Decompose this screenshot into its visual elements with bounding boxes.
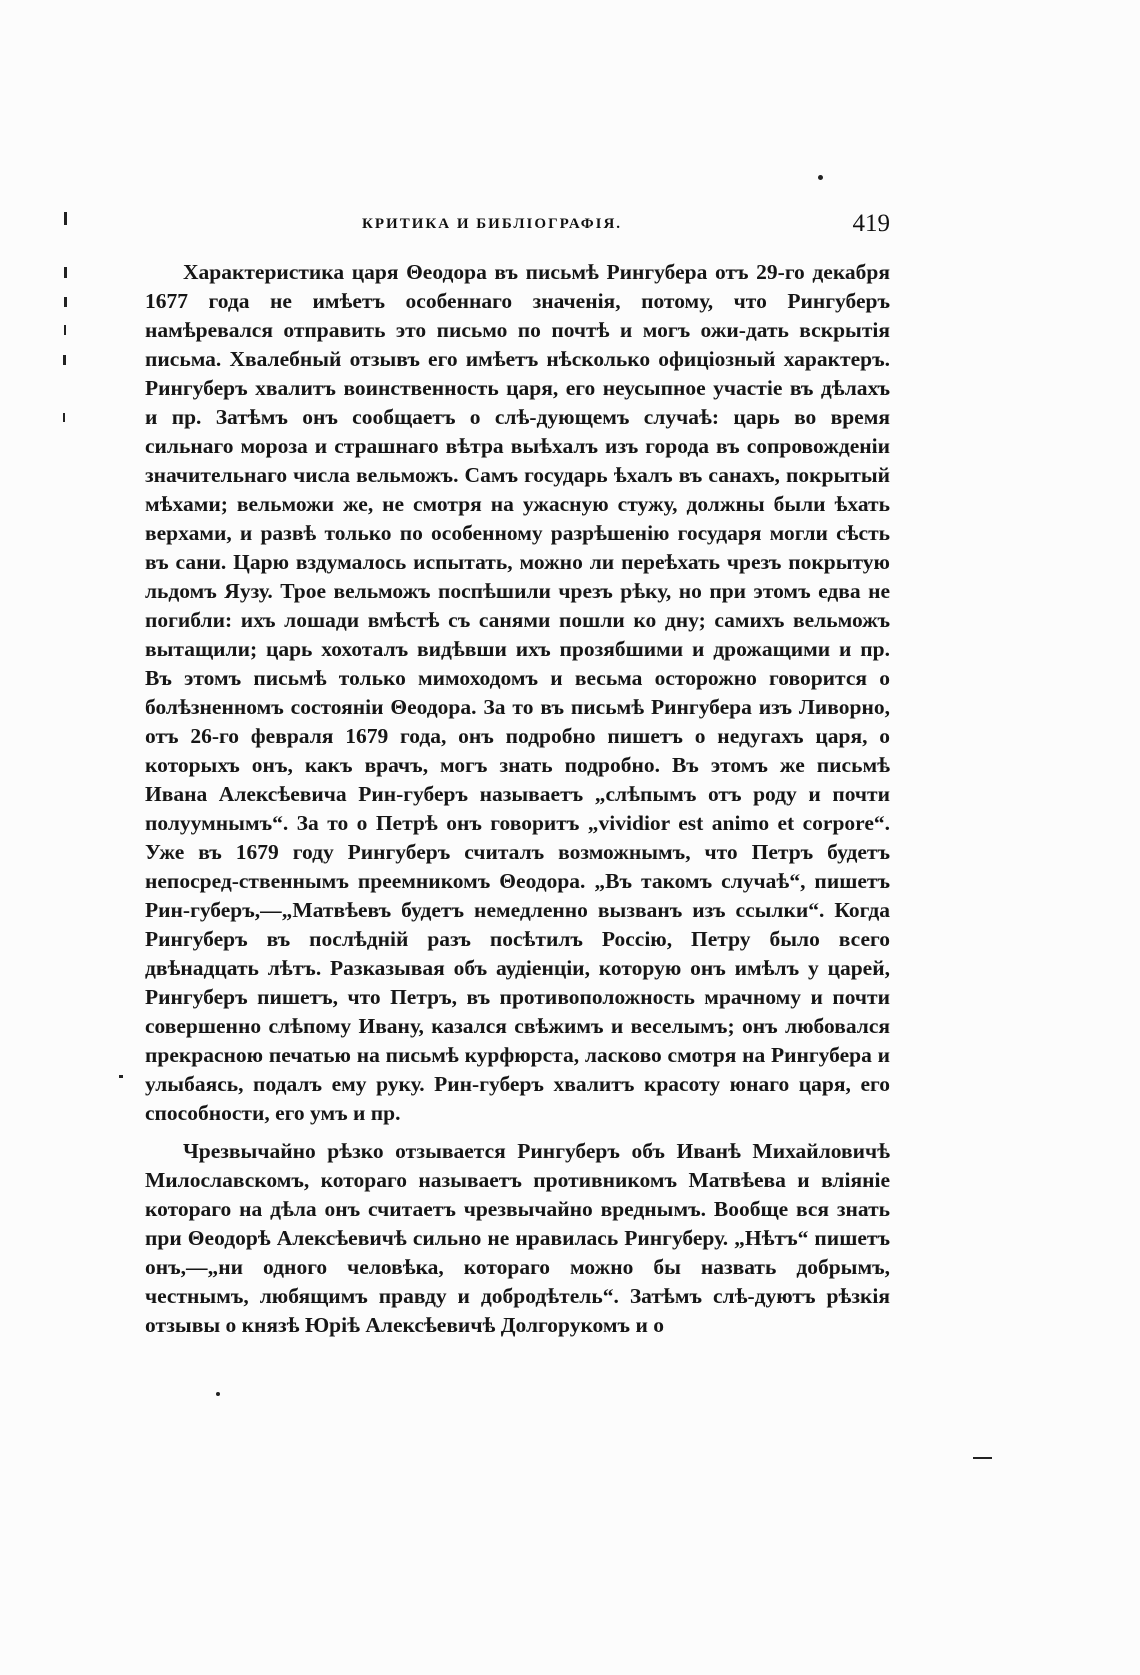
- page-number: 419: [852, 210, 890, 237]
- scan-speck: [64, 267, 67, 278]
- body-text: [145, 258, 890, 1340]
- scan-speck: [63, 413, 65, 422]
- scan-speck: [64, 212, 67, 225]
- scan-speck: [63, 355, 66, 365]
- running-title: КРИТИКА И БИБЛІОГРАФІЯ.: [362, 216, 623, 232]
- scan-speck: [64, 325, 66, 335]
- paragraph: Характеристика царя Θеодора въ письмѣ Рингубера отъ 29-го декабря 1677 года не имѣетъ особеннаго значенія, потому, что Рингуберъ намѣревался отправить это письмо по почтѣ и могъ ожи-дать вскрытія письма. Хвалебный отзывъ его имѣетъ нѣсколько офиціозный характеръ. Рингуберъ хвалитъ воинственность царя, его неусыпное участіе въ дѣлахъ и пр. Затѣмъ онъ сообщаетъ о слѣ-дующемъ случаѣ: царь во время сильнаго мороза и страшнаго вѣтра выѣхалъ изъ города въ сопровожденіи значительнаго числа вельможъ. Самъ государь ѣхалъ въ санахъ, покрытый мѣхами; вельможи же, не смотря на ужасную стужу, должны были ѣхать верхами, и развѣ только по особенному разрѣшенію государя могли сѣсть въ сани. Царю вздумалось испытать, можно ли переѣхать чрезъ покрытую льдомъ Яузу. Трое вельможъ поспѣшили чрезъ рѣку, но при этомъ едва не погибли: ихъ лошади вмѣстѣ съ санями пошли ко дну; самихъ вельможъ вытащили; царь хохоталъ видѣвши ихъ прозябшими и дрожащими и пр. Въ этомъ письмѣ только мимоходомъ и весьма осторожно говорится о болѣзненномъ состояніи Θеодора. За то въ письмѣ Рингубера изъ Ливорно, отъ 26-го февраля 1679 года, онъ подробно пишетъ о недугахъ царя, о которыхъ онъ, какъ врачъ, могъ знать подробно. Въ этомъ же письмѣ Ивана Алексѣевича Рин-губеръ называетъ „слѣпымъ отъ роду и почти полуумнымъ“. За то о Петрѣ онъ говоритъ „vividior est animo et corpore“. Уже въ 1679 году Рингуберъ считалъ возможнымъ, что Петръ будетъ непосред-ственнымъ преемникомъ Θеодора. „Въ такомъ случаѣ“, пишетъ Рин-губеръ,—„Матвѣевъ будетъ немедленно вызванъ изъ ссылки“. Когда Рингуберъ въ послѣдній разъ посѣтилъ Россію, Петру было всего двѣнадцать лѣтъ. Разказывая объ аудіенціи, которую онъ имѣлъ у царей, Рингуберъ пишетъ, что Петръ, въ противоположность мрачному и почти совершенно слѣпому Ивану, казался свѣжимъ и веселымъ; онъ любовался прекрасною печатью на письмѣ курфюрста, ласково смотря на Рингубера и улыбаясь, подалъ ему руку. Рин-губеръ хвалитъ красоту юнаго царя, его способности, его умъ и пр.: [145, 260, 890, 1125]
- scan-speck: [64, 297, 67, 307]
- scan-speck: [216, 1392, 220, 1396]
- scan-speck: [119, 1075, 123, 1078]
- page-header: [145, 210, 890, 242]
- paragraph: Чрезвычайно рѣзко отзывается Рингуберъ объ Иванѣ Михайловичѣ Милославскомъ, котораго называетъ противникомъ Матвѣева и вліяніе котораго на дѣла онъ считаетъ чрезвычайно вреднымъ. Вообще вся знать при Θеодорѣ Алексѣевичѣ сильно не нравилась Рингуберу. „Нѣтъ“ пишетъ онъ,—„ни одного человѣка, котораго можно бы назвать добрымъ, честнымъ, любящимъ правду и добродѣтель“. Затѣмъ слѣ-дуютъ рѣзкія отзывы о князѣ Юріѣ Алексѣевичѣ Долгорукомъ и о: [145, 1139, 890, 1337]
- scan-speck: [973, 1457, 992, 1459]
- scan-speck: [818, 175, 823, 180]
